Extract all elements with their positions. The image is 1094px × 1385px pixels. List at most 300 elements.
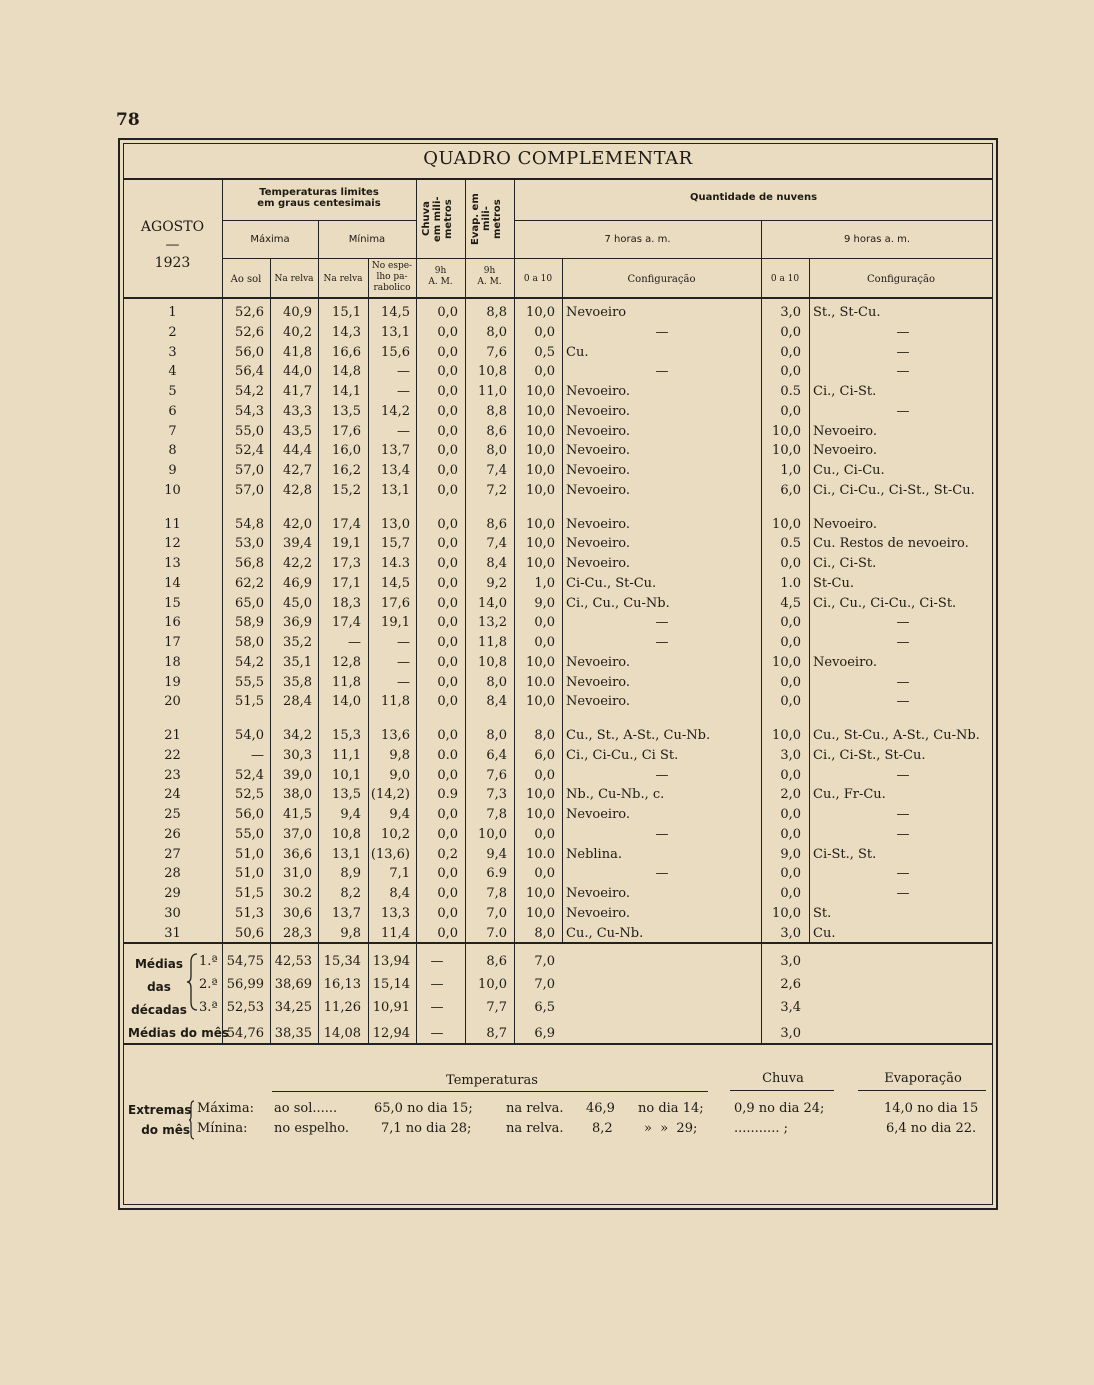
cell-day: 11 [164,516,181,532]
cell-min-relva: 13,5 [332,787,361,803]
decada-cell-esp: 13,94 [372,954,410,969]
decada-ordinal: 3.ª [199,1000,218,1015]
cell-day: 3 [168,344,177,360]
cell-relva: 41,8 [283,344,312,360]
cell-n9: 0,0 [780,674,801,690]
cell-n9: 9,0 [780,846,801,862]
footer-temperaturas: Temperaturas [446,1073,538,1088]
cell-c9: Nevoeiro. [813,443,878,459]
cell-c7: — [655,866,669,882]
cell-n7: 10,0 [526,536,555,552]
cell-evap: 6.9 [486,866,507,882]
header-evap-hour: 9h [483,266,496,276]
cell-esp: 19,1 [381,615,410,631]
cell-chuva: 0,0 [437,674,458,690]
header-year: 1923 [154,255,191,271]
header-chuva-line3: metros [443,199,454,239]
cell-min-relva: 14,8 [332,364,361,380]
cell-c7: Nevoeiro. [566,536,631,552]
cell-n7: 0,0 [534,866,555,882]
decada-cell-chuva: — [430,954,444,969]
header-configuracao-7h: Configuração [627,274,696,285]
cell-day: 12 [164,536,181,552]
cell-chuva: 0,0 [437,728,458,743]
decadas-label-line2: das [147,980,171,994]
cell-day: 7 [168,423,177,439]
cell-esp: — [397,654,410,670]
cell-chuva: 0,0 [437,536,458,552]
cell-n7: 10,0 [526,787,555,803]
decada-cell-relva: 34,25 [274,1000,312,1015]
cell-day: 20 [164,694,181,710]
cell-c9: Cu., St-Cu., A-St., Cu-Nb. [813,728,980,743]
cell-c7: Nevoeiro. [566,423,631,439]
cell-n9: 0,0 [780,403,801,419]
cell-min-relva: 17,1 [332,575,361,591]
cell-sol: 55,0 [235,423,264,439]
footer-minima-label: Mínina: [197,1121,248,1136]
cell-esp: 17,6 [381,595,410,611]
cell-sol: 51,0 [235,846,264,862]
cell-min-relva: 17,3 [332,556,361,571]
cell-sol: 56,0 [235,807,264,822]
cell-sol: — [251,747,264,763]
cell-day: 6 [168,403,177,419]
header-evap-line1: Evap. em [470,193,481,245]
cell-n9: 0,0 [780,694,801,710]
cell-relva: 35,1 [283,654,312,670]
decada-cell-sol: 52,53 [226,1000,264,1015]
cell-n7: 10,0 [526,463,555,478]
cell-n9: 10,0 [772,443,801,459]
cell-c9: Ci., Ci-Cu., Ci-St., St-Cu. [813,482,975,498]
cell-c9: — [896,694,910,710]
cell-n7: 10,0 [526,423,555,439]
decadas-label-line1: Médias [134,957,184,971]
cell-min-relva: 11,8 [332,674,361,690]
cell-c7: Nevoeiro. [566,384,631,399]
cell-esp: 9,8 [389,747,410,763]
cell-n9: 0.5 [780,536,801,552]
cell-day: 1 [168,305,177,320]
cell-sol: 52,5 [235,787,264,803]
decada-cell-esp: 10,91 [372,1000,410,1015]
cell-c9: Cu. Restos de nevoeiro. [813,536,969,552]
cell-evap: 8,6 [486,516,507,532]
decada-cell-evap: 8,6 [486,954,507,969]
cell-c9: Nevoeiro. [813,516,878,532]
header-evap-line2: mili- [481,206,492,232]
cell-day: 17 [164,635,181,650]
header-chuva-line1: Chuva [421,201,432,237]
cell-chuva: 0,0 [437,654,458,670]
header-espelho-line2: lho pa- [376,272,408,282]
cell-chuva: 0,0 [437,403,458,419]
cell-c7: Nevoeiro. [566,403,631,419]
footer-extremas-line1: Extremas [128,1103,192,1117]
cell-min-relva: 8,9 [340,866,361,882]
cell-n7: 10,0 [526,482,555,498]
cell-day: 4 [168,364,177,380]
cell-evap: 9,4 [486,846,507,862]
decada-ordinal: 2.ª [199,977,218,992]
footer-maxima-label: Máxima: [197,1101,255,1116]
cell-c9: — [896,826,910,842]
cell-relva: 40,2 [283,324,312,340]
cell-c9: — [896,615,910,631]
cell-esp: 13,1 [381,482,410,498]
decada-cell-n7: 7,0 [534,954,555,969]
decada-cell-sol: 54,75 [226,954,264,969]
cell-evap: 8,4 [486,556,507,571]
cell-chuva: 0,0 [437,463,458,478]
cell-evap: 7,6 [486,344,507,360]
cell-n7: 0,0 [534,635,555,650]
footer-brace [188,1100,196,1140]
cell-sol: 65,0 [235,595,264,611]
cell-c7: Nevoeiro. [566,694,631,710]
cell-relva: 41,5 [283,807,312,822]
page-number: 78 [116,110,140,130]
cell-n7: 0,0 [534,767,555,783]
cell-min-relva: 8,2 [340,886,361,901]
cell-evap: 8,8 [486,305,507,320]
cell-n7: 10,0 [526,305,555,320]
cell-min-relva: 15,2 [332,482,361,498]
cell-relva: 39,0 [283,767,312,783]
cell-min-relva: 15,1 [332,305,361,320]
cell-relva: 45,0 [283,595,312,611]
cell-c7: Ci-Cu., St-Cu. [566,575,657,591]
cell-evap: 8,8 [486,403,507,419]
cell-evap: 11,0 [478,384,507,399]
cell-c9: — [896,866,910,882]
col-line [809,258,810,942]
cell-evap: 8,0 [486,324,507,340]
decada-cell-min-relva: 11,26 [323,1000,361,1015]
cell-min-relva: 18,3 [332,595,361,611]
mes-cell-relva: 38,35 [274,1026,312,1041]
cell-evap: 7,4 [486,536,507,552]
cell-n9: 10,0 [772,516,801,532]
cell-esp: 14,5 [381,305,410,320]
footer-extremas-line2: do mês [141,1123,190,1137]
decada-cell-relva: 38,69 [274,977,312,992]
cell-c9: — [896,635,910,650]
cell-min-relva: 11,1 [332,747,361,763]
cell-n7: 10.0 [526,674,555,690]
header-nuvens: Quantidade de nuvens [689,192,818,203]
decada-cell-n9: 2,6 [780,977,801,992]
cell-esp: (13,6) [370,846,410,862]
cell-relva: 36,9 [283,615,312,631]
cell-relva: 40,9 [283,305,312,320]
header-7h: 7 horas a. m. [604,234,671,245]
cell-c7: Nevoeiro. [566,463,631,478]
cell-relva: 31,0 [283,866,312,882]
cell-relva: 42,0 [283,516,312,532]
cell-c7: — [655,635,669,650]
cell-n9: 1,0 [780,463,801,478]
footer-max-relva-value: 46,9 [586,1101,615,1116]
cell-n9: 10,0 [772,654,801,670]
cell-day: 15 [164,595,181,611]
cell-chuva: 0,0 [437,615,458,631]
cell-n9: 3,0 [780,305,801,320]
cell-min-relva: 9,4 [340,807,361,822]
cell-relva: 42,8 [283,482,312,498]
cell-chuva: 0,0 [437,905,458,921]
mes-cell-evap: 8,7 [486,1026,507,1041]
cell-c7: Ci., Ci-Cu., Ci St. [566,747,679,763]
cell-day: 10 [164,482,181,498]
mes-cell-n7: 6,9 [534,1026,555,1041]
rule-under-temp-group [222,220,416,221]
decadas-label-line3: décadas [131,1003,187,1017]
cell-day: 13 [164,556,181,571]
header-temp-group-line2: em graus centesimais [257,198,381,209]
cell-esp: 7,1 [389,866,410,882]
cell-chuva: 0,0 [437,384,458,399]
cell-c7: Nevoeiro. [566,674,631,690]
cell-min-relva: 10,1 [332,767,361,783]
cell-n7: 0,0 [534,324,555,340]
cell-chuva: 0,0 [437,305,458,320]
cell-sol: 51,5 [235,886,264,901]
cell-min-relva: 15,3 [332,728,361,743]
cell-chuva: 0,0 [437,482,458,498]
cell-evap: 13,2 [478,615,507,631]
cell-c9: St. [813,905,832,921]
cell-chuva: 0.9 [437,787,458,803]
cell-esp: 13,7 [381,443,410,459]
decada-cell-esp: 15,14 [372,977,410,992]
decada-cell-n7: 7,0 [534,977,555,992]
cell-chuva: 0,0 [437,595,458,611]
cell-min-relva: 16,0 [332,443,361,459]
mes-cell-n9: 3,0 [780,1026,801,1041]
decada-cell-min-relva: 16,13 [323,977,361,992]
cell-chuva: 0,0 [437,826,458,842]
cell-n9: 2,0 [780,787,801,803]
header-scale-7h: 0 a 10 [523,274,553,284]
cell-day: 9 [168,463,177,478]
cell-n7: 10,0 [526,886,555,901]
cell-evap: 11,8 [478,635,507,650]
cell-sol: 52,4 [235,767,264,783]
cell-esp: — [397,674,410,690]
cell-chuva: 0,0 [437,925,458,941]
cell-c9: Nevoeiro. [813,423,878,439]
cell-n9: 0,0 [780,767,801,783]
cell-sol: 56,8 [235,556,264,571]
cell-sol: 50,6 [235,925,264,941]
cell-esp: 10,2 [381,826,410,842]
cell-evap: 8,0 [486,674,507,690]
cell-relva: 30.2 [283,886,312,901]
col-line [562,258,563,942]
cell-n7: 10.0 [526,846,555,862]
cell-c9: Ci-St., St. [813,846,877,862]
cell-chuva: 0,0 [437,443,458,459]
cell-relva: 36,6 [283,846,312,862]
cell-n9: 4,5 [780,595,801,611]
cell-c7: — [655,364,669,380]
mes-cell-esp: 12,94 [372,1026,410,1041]
cell-evap: 7,3 [486,787,507,803]
cell-sol: 51,3 [235,905,264,921]
cell-day: 25 [164,807,181,822]
cell-n9: 0,0 [780,635,801,650]
cell-esp: — [397,384,410,399]
cell-min-relva: 17,6 [332,423,361,439]
cell-day: 2 [168,324,177,340]
cell-sol: 55,5 [235,674,264,690]
decada-cell-evap: 7,7 [486,1000,507,1015]
cell-n7: 10,0 [526,443,555,459]
cell-sol: 57,0 [235,463,264,478]
footer-min-espelho: no espelho. [274,1121,349,1136]
cell-sol: 52,6 [235,324,264,340]
cell-n9: 0.5 [780,384,801,399]
cell-c9: St., St-Cu. [813,305,881,320]
cell-day: 24 [164,787,181,803]
footer-max-evap: 14,0 no dia 15 [884,1101,979,1116]
cell-sol: 54,2 [235,384,264,399]
cell-esp: 13,4 [381,463,410,478]
cell-esp: (14,2) [370,787,410,803]
cell-day: 8 [168,443,177,459]
cell-relva: 46,9 [283,575,312,591]
cell-esp: — [397,364,410,380]
cell-sol: 55,0 [235,826,264,842]
cell-evap: 7,8 [486,807,507,822]
cell-c7: Cu., St., A-St., Cu-Nb. [566,728,711,743]
cell-esp: — [397,635,410,650]
cell-relva: 42,2 [283,556,312,571]
cell-evap: 8,6 [486,423,507,439]
cell-n9: 0,0 [780,556,801,571]
cell-day: 28 [164,866,181,882]
cell-c7: Neblina. [566,846,622,862]
cell-n7: 10,0 [526,384,555,399]
cell-n9: 0,0 [780,826,801,842]
footer-max-chuva: 0,9 no dia 24; [734,1101,825,1116]
footer-min-relva-dia: » » 29; [644,1121,698,1136]
header-chuva-ampm: A. M. [428,277,453,287]
cell-esp: 9,4 [389,807,410,822]
cell-esp: 9,0 [389,767,410,783]
cell-relva: 44,4 [283,443,312,459]
cell-day: 30 [164,905,181,921]
cell-c9: Cu., Fr-Cu. [813,787,886,803]
header-espelho-line1: No espe- [371,261,413,271]
cell-chuva: 0,0 [437,423,458,439]
cell-c7: Nevoeiro. [566,443,631,459]
cell-c9: St-Cu. [813,575,854,591]
mes-label: Médias do mês [128,1026,229,1040]
header-month: AGOSTO [140,219,205,235]
header-evap-line3: metros [492,199,503,239]
cell-relva: 42,7 [283,463,312,478]
cell-chuva: 0,0 [437,556,458,571]
rule-under-header [123,297,993,299]
footer-max-ao-sol-value: 65,0 no dia 15; [374,1101,473,1116]
cell-sol: 56,4 [235,364,264,380]
cell-n9: 0,0 [780,866,801,882]
cell-n7: 0,0 [534,364,555,380]
decada-cell-relva: 42,53 [274,954,312,969]
footer-max-ao-sol: ao sol...... [274,1101,338,1116]
decadas-brace [187,952,199,1012]
cell-chuva: 0,0 [437,807,458,822]
header-chuva-line2: em mili- [432,196,443,242]
cell-esp: 14,5 [381,575,410,591]
cell-c9: — [896,364,910,380]
cell-c9: Ci., Ci-St., St-Cu. [813,747,926,763]
footer-min-relva-value: 8,2 [592,1121,613,1136]
cell-c9: Ci., Ci-St. [813,556,877,571]
rule-under-subheads [222,258,993,259]
cell-evap: 7.0 [486,925,507,941]
cell-chuva: 0,0 [437,886,458,901]
footer-chuva: Chuva [762,1071,804,1086]
header-evap-ampm: A. M. [477,277,502,287]
header-9h: 9 horas a. m. [843,234,911,245]
cell-sol: 58,0 [235,635,264,650]
header-maxima: Máxima [250,234,290,245]
cell-evap: 8,0 [486,443,507,459]
cell-n7: 10,0 [526,403,555,419]
cell-n9: 1.0 [780,575,801,591]
header-chuva-hour: 9h [434,266,447,276]
table-title: QUADRO COMPLEMENTAR [423,148,693,169]
mes-cell-chuva: — [430,1026,444,1041]
cell-esp: 14,2 [381,403,410,419]
cell-c9: Cu. [813,925,836,941]
header-configuracao-9h: Configuração [867,274,935,285]
cell-evap: 7,6 [486,767,507,783]
cell-c7: Nevoeiro. [566,482,631,498]
cell-c7: Nevoeiro. [566,905,631,921]
cell-min-relva: 10,8 [332,826,361,842]
cell-relva: 35,2 [283,635,312,650]
cell-min-relva: 13,5 [332,403,361,419]
cell-c9: — [896,344,910,360]
cell-n7: 10,0 [526,556,555,571]
cell-n9: 10,0 [772,728,801,743]
cell-esp: 15,6 [381,344,410,360]
header-minima: Mínima [348,234,386,245]
decada-cell-chuva: — [430,1000,444,1015]
cell-c7: Nb., Cu-Nb., c. [566,787,665,803]
cell-sol: 54,3 [235,403,264,419]
cell-n7: 0,0 [534,826,555,842]
cell-c7: Nevoeiro [566,305,627,320]
cell-sol: 57,0 [235,482,264,498]
decada-cell-min-relva: 15,34 [323,954,361,969]
cell-c7: Nevoeiro. [566,654,631,670]
cell-relva: 43,5 [283,423,312,439]
cell-chuva: 0,0 [437,694,458,710]
cell-sol: 54,0 [235,728,264,743]
cell-relva: 39,4 [283,536,312,552]
cell-relva: 35,8 [283,674,312,690]
cell-c7: Nevoeiro. [566,516,631,532]
cell-day: 29 [164,886,181,901]
cell-relva: 38,0 [283,787,312,803]
cell-sol: 56,0 [235,344,264,360]
